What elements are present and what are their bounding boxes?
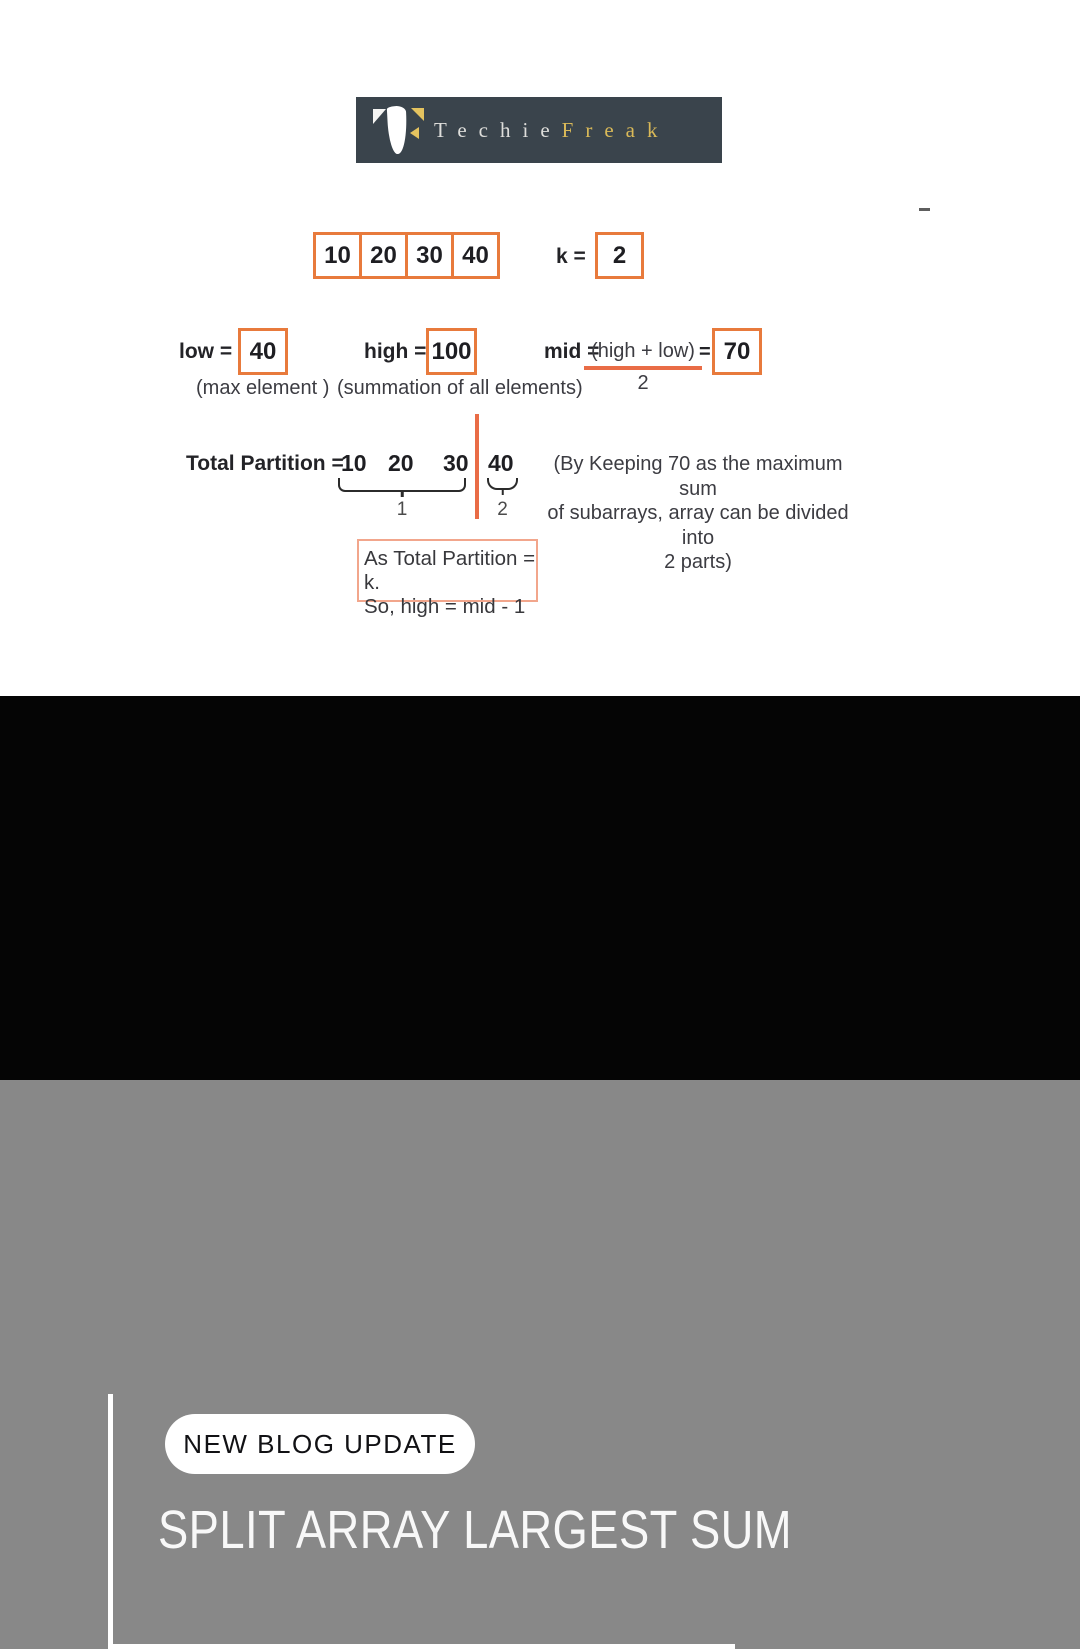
k-value-box: 2: [595, 232, 644, 279]
partition-explanation-line: (By Keeping 70 as the maximum sum: [553, 453, 843, 500]
logo-body-shape: [387, 106, 408, 155]
mid-fraction-denominator: 2: [637, 372, 649, 394]
partition-number: 40: [488, 450, 514, 476]
conclusion-box: [357, 539, 538, 618]
partition-explanation-line: 2 parts): [664, 551, 732, 573]
group2-underbrace: [487, 478, 518, 490]
group1-underbrace: [338, 478, 466, 492]
partition-explanation: [536, 452, 860, 575]
badge-pill: [165, 1414, 475, 1474]
group1-index: 1: [396, 499, 408, 520]
conclusion-line-2: So, high = mid - 1: [364, 595, 526, 618]
conclusion-line-1: As Total Partition = k.: [364, 547, 536, 594]
mid-value-box: 70: [712, 328, 762, 375]
partition-explanation-line: of subarrays, array can be divided into: [547, 502, 849, 549]
partition-number: 30: [443, 450, 469, 476]
array-cell: 10: [313, 232, 362, 279]
partition-number: 10: [341, 450, 367, 476]
brand-name: [434, 97, 670, 163]
array-cell: 40: [451, 232, 500, 279]
low-label: low =: [179, 340, 233, 363]
minimize-dash-icon: [919, 208, 930, 211]
low-value-box: 40: [238, 328, 288, 375]
low-caption: (max element ): [196, 377, 330, 399]
logo-wedge-white: [373, 109, 386, 124]
mid-fraction-numerator: (high + low): [584, 340, 702, 370]
techiefreak-logo-bar: [356, 97, 722, 163]
high-label: high =: [364, 340, 427, 363]
logo-arrow-gold: [410, 127, 419, 139]
group2-index: 2: [497, 499, 508, 520]
input-array: [313, 232, 500, 279]
partition-divider-line: [475, 414, 479, 519]
techiefreak-logo-icon: [373, 106, 429, 156]
brand-name-techie: Techie: [434, 117, 562, 142]
mid-equals-sign: =: [699, 341, 711, 363]
array-cell: 20: [359, 232, 408, 279]
array-cell: 30: [405, 232, 454, 279]
total-partition-label: Total Partition =: [186, 452, 344, 475]
logo-wedge-gold: [411, 108, 424, 121]
blog-title: SPLIT ARRAY LARGEST SUM: [158, 1500, 793, 1560]
partition-number: 20: [388, 450, 414, 476]
mid-label: mid =: [544, 340, 600, 363]
badge-label: NEW BLOG UPDATE: [183, 1428, 457, 1459]
high-caption: (summation of all elements): [337, 377, 583, 399]
k-label: k =: [556, 245, 586, 268]
banner-background: [0, 696, 1080, 1560]
high-value-box: 100: [426, 328, 477, 375]
brand-name-freak: Freak: [561, 117, 670, 142]
